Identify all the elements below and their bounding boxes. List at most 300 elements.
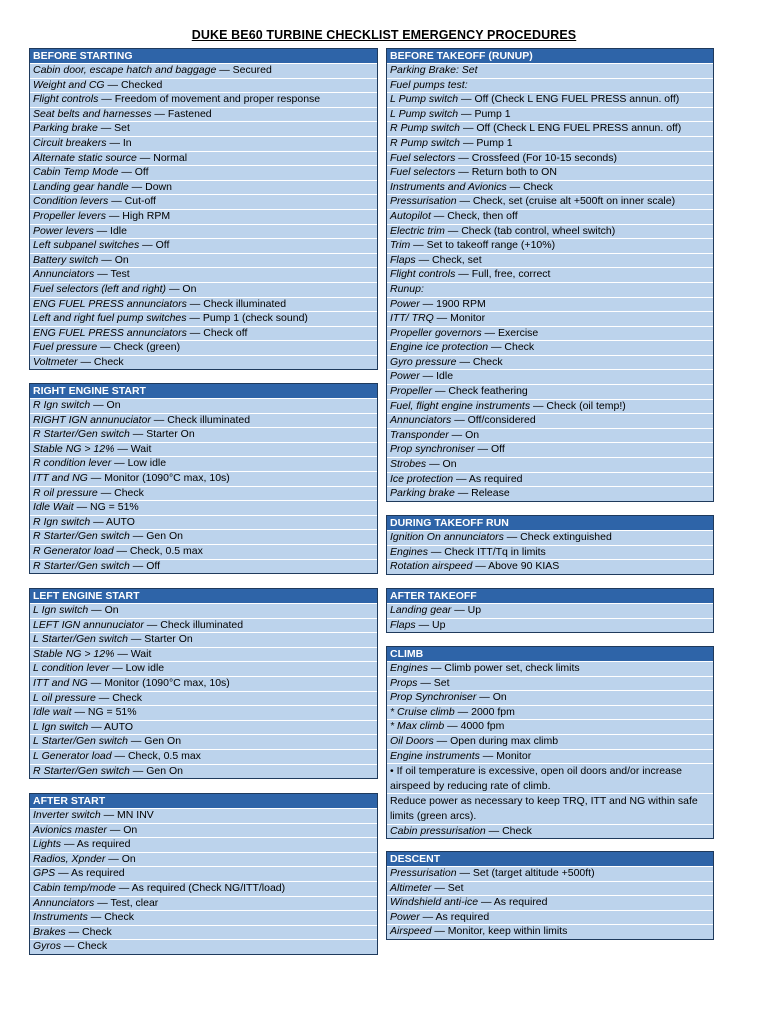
item-value: Pump 1 <box>474 107 511 120</box>
item-value: Return both to ON <box>471 166 557 179</box>
item-label: L Starter/Gen switch <box>33 633 128 646</box>
item-label: R Pump switch <box>390 136 461 149</box>
item-label: ENG FUEL PRESS annunciators <box>33 326 187 339</box>
checklist-item: Windshield anti-ice — As required <box>387 895 713 910</box>
item-label: Propeller levers <box>33 209 106 222</box>
item-label: Cabin temp/mode <box>33 881 116 894</box>
section-before-starting <box>29 48 378 370</box>
item-value: Off <box>134 166 149 179</box>
item-value: Check <box>472 355 503 368</box>
item-label: Annunciators <box>33 268 95 281</box>
checklist-item: * Cruise climb — 2000 fpm <box>387 705 713 720</box>
item-label: GPS <box>33 867 56 880</box>
checklist-item: Altimeter — Set <box>387 881 713 896</box>
item-value: 4000 fpm <box>460 720 505 733</box>
item-value: Test <box>110 268 130 281</box>
item-label: Pressurisation <box>390 195 457 208</box>
checklist-item: Trim — Set to takeoff range (+10%) <box>387 238 713 253</box>
checklist-item: * Max climb — 4000 fpm <box>387 719 713 734</box>
section-header: AFTER START <box>30 794 377 808</box>
item-label: Autopilot <box>390 209 431 222</box>
item-label: Fuel pressure <box>33 341 98 354</box>
item-value: Set (target altitude +500ft) <box>472 867 595 879</box>
item-label: R Pump switch <box>390 122 461 135</box>
checklist-item: R Ign switch — On <box>30 398 377 413</box>
item-label: Power <box>390 370 420 383</box>
checklist-item: Instruments — Check <box>30 910 377 925</box>
checklist-item: Circuit breakers — In <box>30 136 377 151</box>
item-label: L condition lever <box>33 662 110 675</box>
item-value: NG = 51% <box>87 706 137 719</box>
item-value: Freedom of movement and proper response <box>114 93 321 106</box>
checklist-item: Airspeed — Monitor, keep within limits <box>387 924 713 939</box>
section-after-takeoff <box>386 588 714 633</box>
checklist-item: Inverter switch — MN INV <box>30 808 377 823</box>
checklist-item: Power levers — Idle <box>30 224 377 239</box>
item-value: Gen On <box>146 764 183 777</box>
item-label: Flaps <box>390 253 416 266</box>
checklist-item: Gyro pressure — Check <box>387 355 713 370</box>
checklist-item: R Starter/Gen switch — Gen On <box>30 529 377 544</box>
item-label: Brakes <box>33 925 66 938</box>
item-value: Wait <box>130 442 152 455</box>
item-value: As required <box>435 910 490 923</box>
checklist-item: Left and right fuel pump switches — Pump 1 (check sound) <box>30 311 377 326</box>
item-label: Idle Wait <box>33 501 74 514</box>
item-label: Fuel selectors <box>390 166 456 179</box>
checklist-item: Pressurisation — Set (target altitude +500ft) <box>387 866 713 881</box>
item-label: Engines <box>390 662 428 674</box>
checklist-item: Cabin pressurisation — Check <box>387 824 713 839</box>
item-label: L Pump switch <box>390 107 459 120</box>
item-value: As required <box>493 896 548 909</box>
item-label: Transponder <box>390 428 449 441</box>
section-left-engine-start <box>29 588 378 779</box>
item-value: Check illuminated <box>203 297 287 310</box>
item-value: Starter On <box>144 633 193 646</box>
item-label: Fuel selectors (left and right) <box>33 282 167 295</box>
checklist-item: Idle wait — NG = 51% <box>30 705 377 720</box>
section-header: BEFORE TAKEOFF (RUNUP) <box>387 49 713 63</box>
checklist-item: Electric trim — Check (tab control, wheel switch) <box>387 224 713 239</box>
item-label: R Starter/Gen switch <box>33 530 130 543</box>
item-label: Landing gear handle <box>33 180 129 193</box>
checklist-item: Power — Idle <box>387 369 713 384</box>
item-value: Monitor (1090°C max, 10s) <box>104 676 230 689</box>
item-value: Check <box>504 341 535 354</box>
item-label: L Pump switch <box>390 93 459 106</box>
item-value: Check illuminated <box>167 413 251 426</box>
item-value: As required <box>76 838 131 851</box>
item-value: Check, then off <box>447 209 518 222</box>
item-value: High RPM <box>122 209 171 222</box>
checklist-item: Fuel selectors — Crossfeed (For 10-15 seconds) <box>387 151 713 166</box>
checklist-item: Seat belts and harnesses — Fastened <box>30 107 377 122</box>
item-value: Test, clear <box>110 896 159 909</box>
item-label: Gyros <box>33 940 62 953</box>
item-value: In <box>122 136 132 149</box>
item-value: AUTO <box>104 720 134 733</box>
checklist-item: ITT/ TRQ — Monitor <box>387 311 713 326</box>
item-value: Checked <box>120 78 163 91</box>
item-label: R oil pressure <box>33 486 98 499</box>
checklist-item: Stable NG > 12% — Wait <box>30 647 377 662</box>
item-label: Cabin door, escape hatch and baggage <box>33 64 217 76</box>
item-label: Pressurisation <box>390 867 457 879</box>
checklist-item: Annunciators — Test <box>30 267 377 282</box>
checklist-item: Stable NG > 12% — Wait <box>30 442 377 457</box>
item-value: Off (Check L ENG FUEL PRESS annun. off) <box>474 93 680 106</box>
item-value: Down <box>145 180 172 193</box>
item-label: Inverter switch <box>33 809 101 821</box>
checklist-item: Parking brake — Release <box>387 486 713 501</box>
item-label: Cabin pressurisation <box>390 824 486 837</box>
item-label: Ice protection <box>390 472 454 485</box>
item-value: As required <box>70 867 125 880</box>
item-label: Avionics master <box>33 823 107 836</box>
checklist-item: Fuel selectors (left and right) — On <box>30 282 377 297</box>
item-label: Power <box>390 910 420 923</box>
item-value: Set <box>433 676 450 689</box>
checklist-item: L Starter/Gen switch — Starter On <box>30 632 377 647</box>
checklist-item: Radios, Xpnder — On <box>30 852 377 867</box>
checklist-item: Idle Wait — NG = 51% <box>30 500 377 515</box>
checklist-item: Cabin temp/mode — As required (Check NG/ITT/load) <box>30 881 377 896</box>
checklist-item: Annunciators — Test, clear <box>30 896 377 911</box>
item-label: Engine instruments <box>390 749 480 762</box>
checklist-item: Cabin door, escape hatch and baggage — Secured <box>30 63 377 78</box>
item-label: Idle wait <box>33 706 72 719</box>
checklist-item: Brakes — Check <box>30 925 377 940</box>
checklist-item: Left subpanel switches — Off <box>30 238 377 253</box>
item-label: ITT and NG <box>33 676 88 689</box>
section-header: CLIMB <box>387 647 713 661</box>
item-value: Normal <box>153 151 188 164</box>
item-value: Monitor <box>496 749 532 762</box>
item-value: Low idle <box>127 457 167 470</box>
item-value: On <box>104 604 119 616</box>
item-value: Up <box>467 604 482 616</box>
item-label: Circuit breakers <box>33 136 107 149</box>
item-label: Electric trim <box>390 224 445 237</box>
checklist-item: L Pump switch — Off (Check L ENG FUEL PRESS annun. off) <box>387 92 713 107</box>
page-title: DUKE BE60 TURBINE CHECKLIST EMERGENCY PROCEDURES <box>191 28 577 42</box>
item-value: Check off <box>203 326 248 339</box>
checklist-item: Props — Set <box>387 676 713 691</box>
item-label: Instruments <box>33 911 88 924</box>
item-value: Check extinguished <box>520 531 612 543</box>
item-value: Climb power set, check limits <box>444 662 580 674</box>
checklist-item: Ice protection — As required <box>387 472 713 487</box>
item-label: Power <box>390 297 420 310</box>
checklist-item: R Pump switch — Off (Check L ENG FUEL PRESS annun. off) <box>387 121 713 136</box>
item-label: Props <box>390 676 418 689</box>
item-label: Cabin Temp Mode <box>33 166 119 179</box>
item-value: Release <box>471 487 510 500</box>
item-label: Voltmeter <box>33 355 78 368</box>
item-label: R Ign switch <box>33 515 91 528</box>
section-before-takeoff <box>386 48 714 502</box>
checklist-item: Flight controls — Freedom of movement and proper response <box>30 92 377 107</box>
item-value: Check <box>93 355 124 368</box>
item-label: Left and right fuel pump switches <box>33 312 187 325</box>
section-header: DURING TAKEOFF RUN <box>387 516 713 530</box>
item-value: Monitor (1090°C max, 10s) <box>104 471 230 484</box>
item-value: Set <box>447 881 464 894</box>
item-value: On <box>123 823 138 836</box>
item-label: Radios, Xpnder <box>33 852 106 865</box>
item-label: Strobes <box>390 458 427 471</box>
checklist-item: Propeller levers — High RPM <box>30 209 377 224</box>
item-label: L Starter/Gen switch <box>33 735 128 748</box>
item-label: R condition lever <box>33 457 112 470</box>
checklist-item: Gyros — Check <box>30 939 377 954</box>
item-label: Parking brake <box>390 487 455 500</box>
checklist-item: Parking brake — Set <box>30 121 377 136</box>
checklist-item: L Starter/Gen switch — Gen On <box>30 734 377 749</box>
item-value: Check <box>523 180 553 193</box>
item-label: * Cruise climb <box>390 705 455 718</box>
item-value: Check (green) <box>113 341 181 354</box>
section-descent <box>386 851 714 940</box>
item-value: On <box>492 691 507 704</box>
checklist-item: Annunciators — Off/considered <box>387 413 713 428</box>
item-label: Altimeter <box>390 881 432 894</box>
checklist-item: Fuel selectors — Return both to ON <box>387 165 713 180</box>
checklist-item: Engines — Climb power set, check limits <box>387 661 713 676</box>
item-value: 2000 fpm <box>471 705 515 718</box>
checklist-item: Ignition On annunciators — Check extinguished <box>387 530 713 545</box>
item-label: Condition levers <box>33 195 109 208</box>
section-header: DESCENT <box>387 852 713 866</box>
checklist-item: ENG FUEL PRESS annunciators — Check off <box>30 326 377 341</box>
checklist-item: Voltmeter — Check <box>30 355 377 370</box>
item-value: Exercise <box>497 326 539 339</box>
item-value: Check, 0.5 max <box>127 749 201 762</box>
item-value: As required (Check NG/ITT/load) <box>131 881 286 894</box>
checklist-item: Propeller — Check feathering <box>387 384 713 399</box>
item-label: Landing gear <box>390 604 452 616</box>
item-label: Alternate static source <box>33 151 137 164</box>
item-value: Full, free, correct <box>471 268 551 281</box>
item-value: Set <box>114 122 130 135</box>
checklist-item: Instruments and Avionics — Check <box>387 180 713 195</box>
checklist-item: L Ign switch — On <box>30 603 377 618</box>
item-value: Idle <box>436 370 454 383</box>
item-value: Off <box>490 443 505 456</box>
checklist-item: Cabin Temp Mode — Off <box>30 165 377 180</box>
checklist-item <box>387 282 713 297</box>
checklist-item: Condition levers — Cut-off <box>30 194 377 209</box>
checklist-item: L Ign switch — AUTO <box>30 720 377 735</box>
item-value: Check feathering <box>448 385 528 398</box>
checklist-item: Autopilot — Check, then off <box>387 209 713 224</box>
checklist-item: Propeller governors — Exercise <box>387 326 713 341</box>
checklist-item: GPS — As required <box>30 866 377 881</box>
item-label: Power levers <box>33 224 94 237</box>
checklist-item: Landing gear — Up <box>387 603 713 618</box>
item-label: Battery switch <box>33 253 99 266</box>
section-header: AFTER TAKEOFF <box>387 589 713 603</box>
checklist-item: R Ign switch — AUTO <box>30 515 377 530</box>
checklist-item: L condition lever — Low idle <box>30 661 377 676</box>
item-label: Stable NG > 12% <box>33 442 115 455</box>
checklist-item: Avionics master — On <box>30 823 377 838</box>
item-value: Above 90 KIAS <box>488 560 560 573</box>
section-during-takeoff <box>386 515 714 575</box>
checklist-item: Flaps — Up <box>387 618 713 633</box>
item-label: L Ign switch <box>33 604 89 616</box>
item-value: Secured <box>232 64 272 76</box>
item-value: Gen On <box>144 735 182 748</box>
checklist-item: Landing gear handle — Down <box>30 180 377 195</box>
item-label: R Generator load <box>33 544 114 557</box>
item-value: Pump 1 <box>476 136 513 149</box>
checklist-item: Power — 1900 RPM <box>387 297 713 312</box>
checklist-item: Fuel pressure — Check (green) <box>30 340 377 355</box>
item-value: On <box>121 852 136 865</box>
checklist-item: RIGHT IGN annunuciator — Check illuminated <box>30 413 377 428</box>
section-header: BEFORE STARTING <box>30 49 377 63</box>
item-label: LEFT IGN annunuciator <box>33 618 144 631</box>
checklist-item: ITT and NG — Monitor (1090°C max, 10s) <box>30 676 377 691</box>
checklist-item <box>387 63 713 78</box>
checklist-item: Battery switch — On <box>30 253 377 268</box>
item-label: Prop Synchroniser <box>390 691 477 704</box>
item-label: Instruments and Avionics <box>390 180 507 193</box>
item-label: Lights <box>33 838 62 851</box>
item-value: On <box>465 428 480 441</box>
item-label: Windshield anti-ice <box>390 896 479 909</box>
checklist-item: R Starter/Gen switch — Gen On <box>30 764 377 779</box>
checklist-item: Fuel, flight engine instruments — Check (oil temp!) <box>387 399 713 414</box>
item-label: Propeller <box>390 385 433 398</box>
item-value: Wait <box>130 647 152 660</box>
checklist-item: Strobes — On <box>387 457 713 472</box>
checklist-item: Engines — Check ITT/Tq in limits <box>387 545 713 560</box>
item-value: Idle <box>110 224 127 237</box>
item-label: Fuel selectors <box>390 151 456 164</box>
item-label: ITT and NG <box>33 471 88 484</box>
item-value: Up <box>432 618 446 631</box>
item-label: ENG FUEL PRESS annunciators <box>33 297 187 310</box>
item-value: Starter On <box>146 428 195 441</box>
checklist-item: Transponder — On <box>387 428 713 443</box>
item-label: RIGHT IGN annunuciator <box>33 413 151 426</box>
item-label: Parking brake <box>33 122 98 135</box>
item-label: R Starter/Gen switch <box>33 428 130 441</box>
item-value: Check <box>104 911 134 924</box>
item-label: Seat belts and harnesses <box>33 107 152 120</box>
checklist-item: Oil Doors — Open during max climb <box>387 734 713 749</box>
item-label: Annunciators <box>390 414 452 427</box>
checklist-item: L oil pressure — Check <box>30 691 377 706</box>
item-value: Fastened <box>167 107 212 120</box>
item-label: R Ign switch <box>33 399 91 411</box>
item-value: As required <box>468 472 523 485</box>
checklist-item: Lights — As required <box>30 837 377 852</box>
item-label: Weight and CG <box>33 78 105 91</box>
item-label: Flaps <box>390 618 416 631</box>
item-value: Check <box>502 824 532 837</box>
item-value: Check, 0.5 max <box>129 544 203 557</box>
section-climb <box>386 646 714 839</box>
checklist-item <box>387 78 713 93</box>
item-value: On <box>106 399 121 411</box>
item-value: Off/considered <box>467 414 536 427</box>
item-label: Fuel, flight engine instruments <box>390 399 531 412</box>
item-value: Off <box>155 239 170 252</box>
checklist-item: Prop Synchroniser — On <box>387 690 713 705</box>
item-value: Check (tab control, wheel switch) <box>461 224 616 237</box>
checklist-item: Power — As required <box>387 910 713 925</box>
item-label: Oil Doors <box>390 734 434 747</box>
item-value: Monitor, keep within limits <box>447 925 568 938</box>
item-value: On <box>114 253 129 266</box>
section-header: LEFT ENGINE START <box>30 589 377 603</box>
item-label: Ignition On annunciators <box>390 531 504 543</box>
item-value: On <box>442 458 457 471</box>
checklist-item: Weight and CG — Checked <box>30 78 377 93</box>
item-label: Fuel pumps test: <box>390 78 468 91</box>
checklist-item: R Starter/Gen switch — Starter On <box>30 427 377 442</box>
item-label: Parking Brake: Set <box>390 64 478 76</box>
item-label: Trim <box>390 239 411 252</box>
item-value: Check illuminated <box>160 618 244 631</box>
item-label: Engines <box>390 545 428 558</box>
item-label: Propeller governors <box>390 326 482 339</box>
checklist-item: ITT and NG — Monitor (1090°C max, 10s) <box>30 471 377 486</box>
item-value: NG = 51% <box>90 501 139 514</box>
item-value: Check <box>114 486 144 499</box>
checklist-item: R condition lever — Low idle <box>30 456 377 471</box>
item-label: Engine ice protection <box>390 341 489 354</box>
item-label: Runup: <box>390 282 424 295</box>
item-label: Rotation airspeed <box>390 560 473 573</box>
checklist-item: Flight controls — Full, free, correct <box>387 267 713 282</box>
checklist-item: R oil pressure — Check <box>30 486 377 501</box>
item-value: Pump 1 (check sound) <box>202 312 308 325</box>
checklist-item: Alternate static source — Normal <box>30 151 377 166</box>
checklist-item: ENG FUEL PRESS annunciators — Check illuminated <box>30 297 377 312</box>
item-value: Check <box>77 940 108 953</box>
checklist-item: Flaps — Check, set <box>387 253 713 268</box>
item-value: Off (Check L ENG FUEL PRESS annun. off) <box>476 122 682 135</box>
item-label: ITT/ TRQ <box>390 312 434 325</box>
item-label: Left subpanel switches <box>33 239 140 252</box>
section-right-engine-start <box>29 383 378 574</box>
checklist-item: L Generator load — Check, 0.5 max <box>30 749 377 764</box>
item-value: Check <box>82 925 112 938</box>
item-label: Flight controls <box>390 268 456 281</box>
item-value: Check (oil temp!) <box>546 399 626 412</box>
item-label: L Generator load <box>33 749 112 762</box>
item-label: Flight controls <box>33 93 99 106</box>
item-value: Gen On <box>146 530 183 543</box>
item-label: Prop synchroniser <box>390 443 475 456</box>
checklist-item: LEFT IGN annunuciator — Check illuminated <box>30 618 377 633</box>
checklist-item: R Pump switch — Pump 1 <box>387 136 713 151</box>
item-value: Check <box>112 691 142 704</box>
checklist-item: Rotation airspeed — Above 90 KIAS <box>387 559 713 574</box>
item-value: 1900 RPM <box>436 297 486 310</box>
item-label: L Ign switch <box>33 720 89 733</box>
item-value: Set to takeoff range (+10%) <box>426 239 556 252</box>
item-value: On <box>182 282 197 295</box>
item-label: R Starter/Gen switch <box>33 559 130 572</box>
item-value: MN INV <box>117 809 154 821</box>
item-label: L oil pressure <box>33 691 96 704</box>
